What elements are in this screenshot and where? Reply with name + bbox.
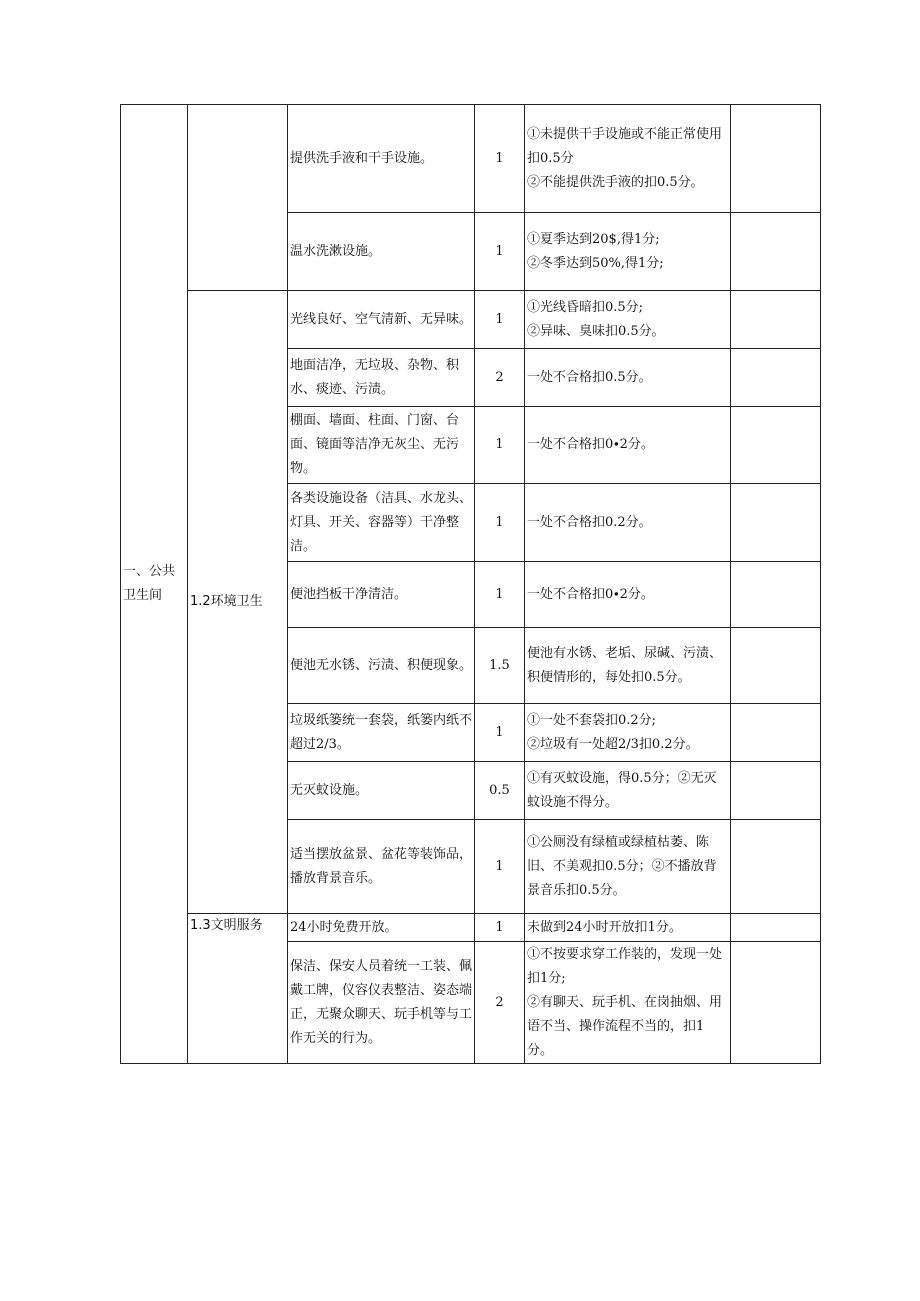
rule-cell: 一处不合格扣0.5分。: [525, 349, 731, 407]
rule-cell: 一处不合格扣0∙2分。: [525, 407, 731, 484]
item-cell: 提供洗手液和干手设施。: [288, 105, 475, 213]
rule-cell: ①公厕没有绿植或绿植枯萎、陈旧、不美观扣0.5分；②不播放背景音乐扣0.5分。: [525, 820, 731, 914]
note-cell: [731, 213, 821, 291]
scoring-table: [120, 104, 821, 1064]
score-cell: 2: [475, 942, 525, 1064]
rule-cell: ①一处不套袋扣0.2分; ②垃圾有一处超2/3扣0.2分。: [525, 704, 731, 762]
score-cell: 1: [475, 484, 525, 562]
item-cell: 适当摆放盆景、盆花等装饰品，播放背景音乐。: [288, 820, 475, 914]
item-cell: 保洁、保安人员着统一工装、佩戴工牌，仪容仪表整洁、姿态端正，无聚众聊天、玩手机等与工作无关的行为。: [288, 942, 475, 1064]
subsection-cell-empty: [188, 105, 288, 291]
score-cell: 1: [475, 407, 525, 484]
category-cell: 一、公共卫生间: [121, 105, 188, 1064]
note-cell: [731, 349, 821, 407]
score-cell: 1: [475, 704, 525, 762]
score-cell: 1: [475, 291, 525, 349]
score-cell: 1: [475, 820, 525, 914]
score-cell: 1: [475, 914, 525, 942]
rule-cell: 未做到24小时开放扣1分。: [525, 914, 731, 942]
table-row: [121, 914, 821, 942]
rule-cell: ①有灭蚊设施，得0.5分；②无灭蚊设施不得分。: [525, 762, 731, 820]
item-cell: 便池挡板干净清洁。: [288, 562, 475, 628]
rule-cell: ①光线昏暗扣0.5分; ②异味、臭味扣0.5分。: [525, 291, 731, 349]
note-cell: [731, 914, 821, 942]
item-cell: 温水洗漱设施。: [288, 213, 475, 291]
score-cell: 0.5: [475, 762, 525, 820]
score-cell: 1: [475, 213, 525, 291]
rule-cell: ①不按要求穿工作装的，发现一处扣1分; ②有聊天、玩手机、在岗抽烟、用语不当、操作流程不当的，扣1分。: [525, 942, 731, 1064]
item-cell: 便池无水锈、污渍、积便现象。: [288, 628, 475, 704]
note-cell: [731, 407, 821, 484]
table-row: [121, 105, 821, 213]
table-row: [121, 291, 821, 349]
note-cell: [731, 562, 821, 628]
item-cell: 无灭蚊设施。: [288, 762, 475, 820]
item-cell: 垃圾纸篓统一套袋，纸篓内纸不超过2/3。: [288, 704, 475, 762]
score-cell: 1: [475, 105, 525, 213]
note-cell: [731, 484, 821, 562]
score-cell: 1: [475, 562, 525, 628]
rule-cell: ①夏季达到20$,得1分; ②冬季达到50%,得1分;: [525, 213, 731, 291]
score-cell: 2: [475, 349, 525, 407]
item-cell: 棚面、墙面、柱面、门窗、台面、镜面等洁净无灰尘、无污物。: [288, 407, 475, 484]
rule-cell: 一处不合格扣0.2分。: [525, 484, 731, 562]
note-cell: [731, 704, 821, 762]
note-cell: [731, 762, 821, 820]
item-cell: 地面洁净，无垃圾、杂物、积水、痰迹、污渍。: [288, 349, 475, 407]
subsection-cell-1-3: 1.3文明服务: [188, 914, 288, 1064]
note-cell: [731, 628, 821, 704]
rule-cell: ①未提供干手设施或不能正常使用扣0.5分 ②不能提供洗手液的扣0.5分。: [525, 105, 731, 213]
subsection-cell-1-2: 1.2环境卫生: [188, 291, 288, 914]
item-cell: 各类设施设备（洁具、水龙头、灯具、开关、容器等）干净整洁。: [288, 484, 475, 562]
item-cell: 24小时免费开放。: [288, 914, 475, 942]
note-cell: [731, 105, 821, 213]
note-cell: [731, 942, 821, 1064]
item-cell: 光线良好、空气清新、无异味。: [288, 291, 475, 349]
note-cell: [731, 291, 821, 349]
rule-cell: 一处不合格扣0∙2分。: [525, 562, 731, 628]
rule-cell: 便池有水锈、老垢、尿碱、污渍、积便情形的，每处扣0.5分。: [525, 628, 731, 704]
note-cell: [731, 820, 821, 914]
score-cell: 1.5: [475, 628, 525, 704]
